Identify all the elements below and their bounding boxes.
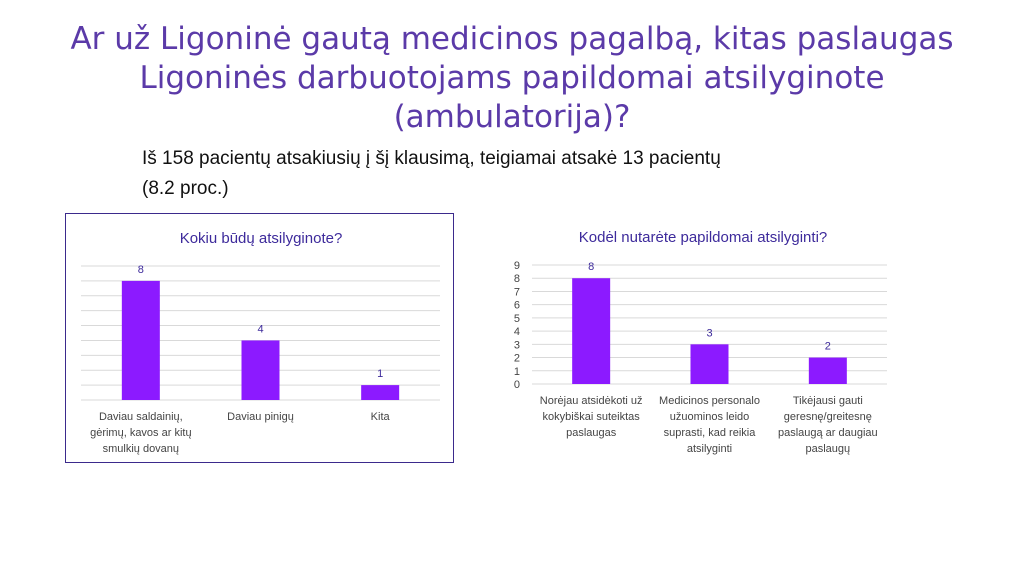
bar: [572, 278, 610, 384]
data-label: 2: [824, 340, 831, 353]
category-label-line: Kita: [370, 411, 390, 423]
y-tick-label: 5: [513, 312, 520, 325]
category-label-line: užuominos leido: [669, 411, 750, 423]
category-label: [90, 411, 191, 455]
chart-payment-method: [65, 213, 454, 463]
category-label: [540, 395, 643, 439]
page-title-line-1: Ar už Ligoninė gautą medicinos pagalbą, kitas paslaugas: [70, 21, 954, 57]
chart-payment-method-svg: [66, 214, 455, 464]
page-subtitle: [142, 144, 902, 204]
bar: [122, 281, 160, 400]
category-label-line: Daviau saldainių,: [98, 411, 183, 423]
y-tick-label: 4: [513, 326, 520, 339]
category-label-line: smulkių dovanų: [102, 443, 180, 455]
category-label-line: Medicinos personalo: [659, 395, 760, 407]
data-label: 1: [377, 368, 384, 381]
data-label: 8: [137, 263, 144, 276]
category-label-line: atsilyginti: [686, 443, 733, 455]
category-label-line: paslaugų: [805, 443, 851, 455]
y-tick-label: 6: [513, 299, 520, 312]
data-label: 8: [588, 261, 595, 274]
category-label-line: gėrimų, kavos ar kitų: [90, 427, 192, 439]
page-subtitle-line-1: Iš 158 pacientų atsakiusių į šį klausimą, teigiamai atsakė 13 pacientų: [142, 148, 721, 169]
y-tick-label: 0: [513, 379, 520, 391]
chart-title: Kodėl nutarėte papildomai atsilyginti?: [578, 229, 828, 246]
bar: [361, 385, 399, 400]
category-label-line: geresnę/greitesnę: [783, 411, 872, 423]
category-label-line: kokybiškai suteiktas: [542, 411, 640, 423]
category-label-line: paslaugą ar daugiau: [777, 427, 878, 439]
page-title: [60, 20, 964, 137]
y-tick-label: 3: [513, 339, 520, 352]
bar: [691, 344, 729, 384]
category-label-line: Norėjau atsidėkoti už: [539, 395, 643, 407]
bar: [809, 358, 847, 384]
y-tick-label: 1: [513, 365, 520, 378]
category-label-line: paslaugas: [566, 427, 617, 439]
category-label-line: Daviau pinigų: [227, 411, 294, 423]
category-label: [778, 395, 878, 455]
chart-payment-reason: [505, 213, 900, 463]
chart-title: Kokiu būdų atsilyginote?: [179, 230, 343, 247]
data-label: 3: [706, 327, 713, 340]
data-label: 4: [257, 323, 264, 336]
y-tick-label: 7: [513, 286, 520, 299]
category-label: [371, 411, 391, 423]
y-tick-label: 9: [513, 260, 520, 272]
page-title-line-2: Ligoninės darbuotojams papildomai atsilyginote: [139, 60, 885, 96]
category-label: [659, 395, 760, 455]
y-tick-label: 8: [513, 273, 520, 286]
category-label-line: suprasti, kad reikia: [663, 427, 756, 439]
y-tick-label: 2: [513, 352, 520, 365]
chart-payment-reason-svg: [505, 213, 900, 463]
page-title-line-3: (ambulatorija)?: [393, 99, 631, 135]
category-label-line: Tikėjausi gauti: [792, 395, 863, 407]
page-subtitle-line-2: (8.2 proc.): [142, 178, 229, 199]
bar: [242, 340, 280, 400]
category-label: [227, 411, 294, 423]
